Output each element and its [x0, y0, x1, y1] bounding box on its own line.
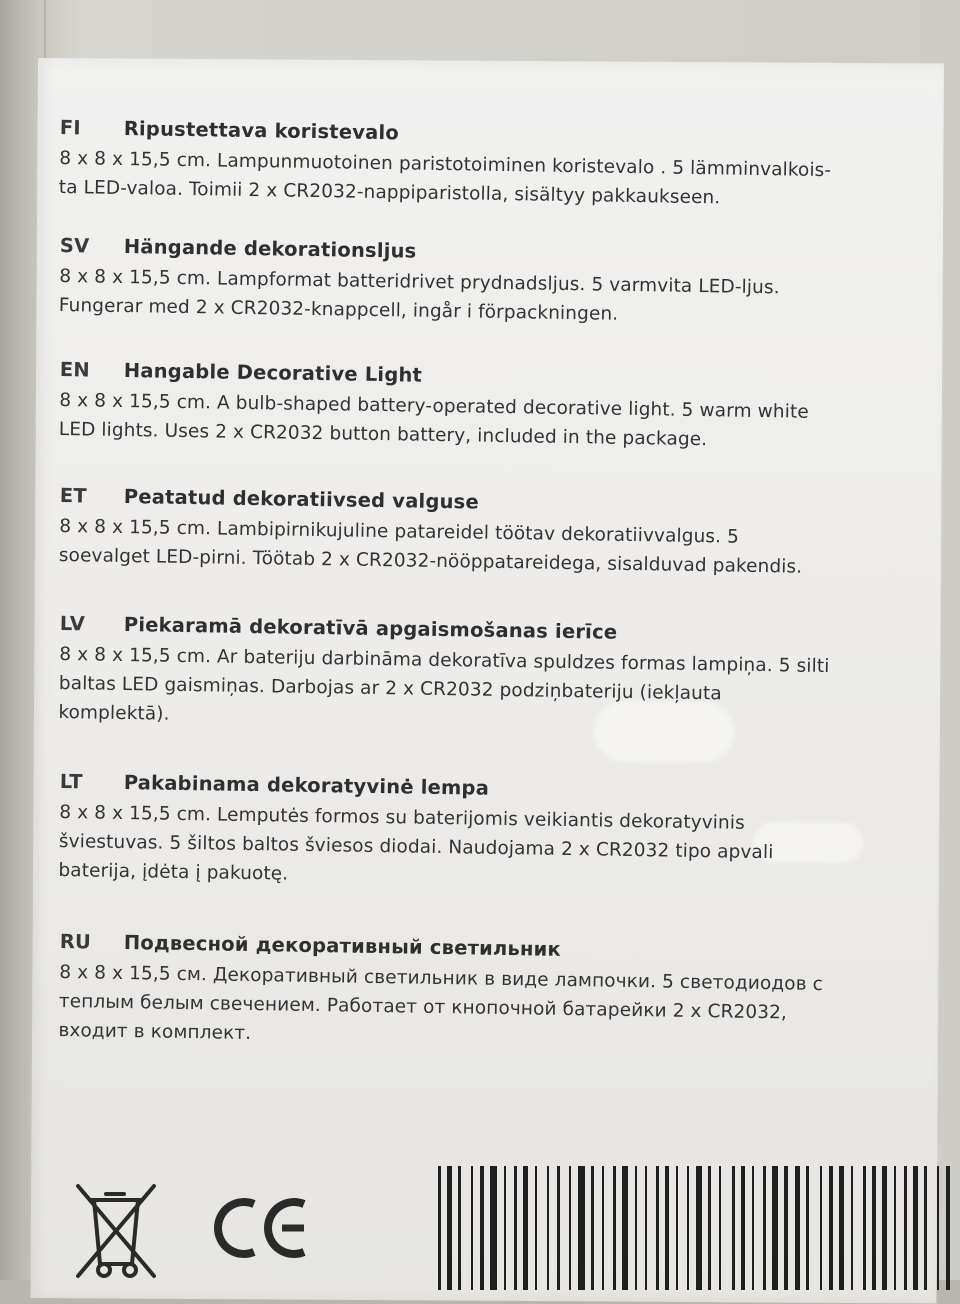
body-line: 8 x 8 x 15,5 см. Декоративный светильник в виде лампочки. 5 светодиодов с [59, 961, 824, 995]
barcode-bar [569, 1166, 571, 1290]
section-title: Peatatud dekoratiivsed valguse [123, 485, 480, 514]
barcode-bar [578, 1166, 585, 1290]
barcode-bar [946, 1166, 950, 1290]
barcode-bar [458, 1166, 461, 1290]
barcode-bar [656, 1166, 659, 1290]
section-ru [58, 930, 930, 1059]
section-et [59, 484, 930, 584]
body-line: входит в комплект. [58, 1019, 252, 1045]
barcode-bar [752, 1166, 754, 1290]
language-code: ET [59, 484, 88, 508]
section-title: Подвесной декоративный светильник [123, 931, 562, 961]
barcode-bar [719, 1166, 721, 1290]
section-lv [58, 612, 930, 741]
barcode-bar [523, 1166, 528, 1290]
body-line: šviestuvas. 5 šiltos baltos šviesos diodai. Naudojama 2 x CR2032 tipo apvali [58, 830, 774, 864]
barcode-bar [882, 1166, 887, 1290]
section-title: Ripustettava koristevalo [123, 117, 400, 145]
section-lt [58, 770, 930, 899]
barcode-bar [913, 1166, 918, 1290]
language-code: RU [59, 930, 92, 954]
barcode-bar [784, 1166, 788, 1290]
language-code: FI [59, 116, 81, 140]
barcode-bar [741, 1166, 745, 1290]
body-line: komplektā). [58, 701, 170, 725]
body-line: 8 x 8 x 15,5 cm. Lemputės formos su baterijomis veikiantis dekoratyvinis [59, 801, 745, 834]
body-line: soevalget LED-pirni. Töötab 2 x CR2032-nööppatareidega, sisalduvad pakendis. [58, 544, 803, 578]
barcode-bar [535, 1166, 537, 1290]
section-body [58, 958, 929, 1059]
body-line: baterija, įdėta į pakuotę. [58, 859, 289, 885]
barcode-bar [806, 1166, 809, 1290]
barcode-bar [665, 1166, 669, 1290]
language-code: LT [59, 770, 83, 794]
barcode-bar [863, 1166, 866, 1290]
barcode-bar [447, 1166, 452, 1290]
body-line: ta LED-valoa. Toimii 2 x CR2032-nappiparistolla, sisältyy pakkaukseen. [58, 176, 721, 209]
barcode-bar [557, 1166, 560, 1290]
ce-mark-icon [206, 1182, 316, 1272]
section-body [58, 640, 929, 741]
barcode-bar [872, 1166, 876, 1290]
barcode-bar [696, 1166, 702, 1290]
barcode-bar [635, 1166, 637, 1290]
barcode-bar [924, 1166, 927, 1290]
barcode-bar [937, 1166, 939, 1290]
barcode-bar [613, 1166, 616, 1290]
barcode-bar [514, 1166, 517, 1290]
barcode-bar [829, 1166, 833, 1290]
barcode-bar [820, 1166, 822, 1290]
barcode-bar [795, 1166, 800, 1290]
barcode-bar [471, 1166, 473, 1290]
body-line: LED lights. Uses 2 x CR2032 button battery, included in the package. [58, 418, 708, 451]
section-body [58, 798, 929, 899]
section-title: Hängande dekorationsljus [123, 235, 417, 263]
body-line: теплым белым свечением. Работает от кнопочной батарейки 2 x CR2032, [58, 990, 788, 1024]
barcode-bar [547, 1166, 549, 1290]
section-fi [59, 116, 930, 216]
body-line: Fungerar med 2 x CR2032-knappcell, ingår i förpackningen. [58, 294, 619, 325]
section-title: Hangable Decorative Light [123, 359, 423, 387]
barcode-bar [839, 1166, 844, 1290]
barcode-bar [772, 1166, 778, 1290]
barcode-bar [851, 1166, 853, 1290]
body-line: 8 x 8 x 15,5 cm. Ar bateriju darbināma dekoratīva spuldzes formas lampiņa. 5 silti [59, 643, 830, 678]
language-code: LV [59, 612, 86, 636]
section-title: Pakabinama dekoratyvinė lempa [123, 771, 490, 800]
barcode-bar [645, 1166, 647, 1290]
crossed-out-wheelie-bin-icon [60, 1172, 170, 1282]
barcode-bar [904, 1166, 907, 1290]
language-code: SV [59, 234, 90, 258]
section-title: Piekaramā dekoratīvā apgaismošanas ierīce [123, 613, 618, 644]
barcode-bar [490, 1166, 497, 1290]
barcode-bar [763, 1166, 766, 1290]
body-line: 8 x 8 x 15,5 cm. Lampunmuotoinen paristotoiminen koristevalo . 5 lämminvalkois- [59, 147, 832, 182]
barcode-bar [504, 1166, 506, 1290]
body-line: baltas LED gaismiņas. Darbojas ar 2 x CR2032 podziņbateriju (iekļauta [58, 672, 722, 705]
barcode-bar [894, 1166, 896, 1290]
barcode-bar [480, 1166, 484, 1290]
compliance-symbols [60, 1172, 316, 1282]
body-line: 8 x 8 x 15,5 cm. A bulb-shaped battery-operated decorative light. 5 warm white [59, 389, 809, 423]
barcode-bar [622, 1166, 628, 1290]
barcode-bar [602, 1166, 604, 1290]
barcode [436, 1160, 956, 1290]
section-sv [59, 234, 930, 334]
language-code: EN [59, 358, 91, 382]
section-en [59, 358, 930, 458]
barcode-bar [708, 1166, 711, 1290]
barcode-bar [591, 1166, 594, 1290]
barcode-bar [438, 1166, 441, 1290]
barcode-bar [687, 1166, 689, 1290]
barcode-bar [732, 1166, 735, 1290]
body-line: 8 x 8 x 15,5 cm. Lampformat batteridrivet prydnadsljus. 5 varmvita LED-ljus. [59, 265, 780, 299]
body-line: 8 x 8 x 15,5 cm. Lambipirnikujuline patareidel töötav dekoratiivvalgus. 5 [59, 515, 740, 548]
barcode-bar [676, 1166, 678, 1290]
